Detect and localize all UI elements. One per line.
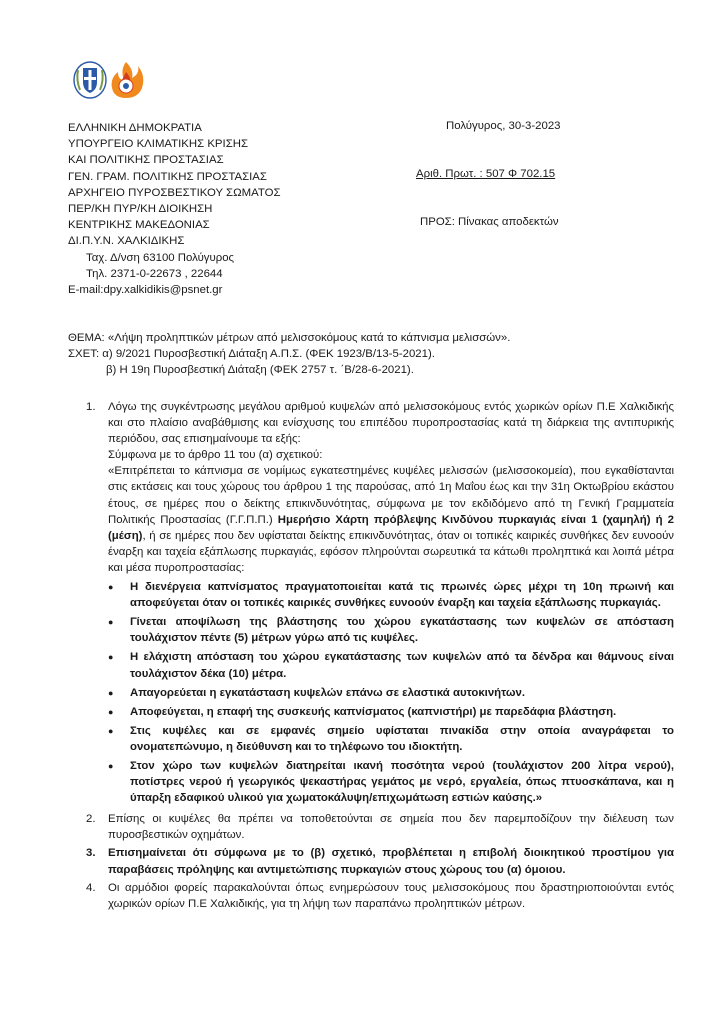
numbered-item-2: [86, 811, 674, 843]
bullet-dot-icon: ●: [108, 617, 114, 628]
reference-a: ΣΧΕΤ: α) 9/2021 Πυροσβεστική Διάταξη Α.Π.Σ. (ΦΕΚ 1923/Β/13-5-2021).: [68, 348, 435, 361]
measures-list: [108, 579, 674, 806]
recipients-line: ΠΡΟΣ: Πίνακας αποδεκτών: [420, 216, 559, 228]
sender-line: ΕΛΛΗΝΙΚΗ ΔΗΜΟΚΡΑΤΙΑ: [68, 122, 202, 134]
quote-start: «Επιτρέπεται το κάπνισμα σε νομίμως εγκατεστημένες κυψέλες μελισσών (μελισσοκομεία), που εγκαθίστανται στις εκτάσεις και τους χώρους του άρθρου 1 της παρούσας, από 1η Μαΐου έως και την 31η Οκτωβρίου εκάστου έτους, σε ημέρες που ο δείκτης επικινδυνότητας, σύμφωνα με τον εκδιδόμενο από τη Γενική Γραμματεία Πολιτικής Προστασίας (Γ.Γ.Π.Π.): [108, 465, 674, 526]
item-number: 1.: [86, 401, 96, 413]
bullet-dot-icon: ●: [108, 582, 114, 593]
quote-end: , ή σε ημέρες που δεν υφίσταται δείκτης επικινδυνότητας, όταν οι τοπικές καιρικές συνθήκες δεν ευνοούν έναρξη και ταχεία εξάπλωσης πυρκαγιάς, εφόσον πληρούνται σωρευτικά τα κάτωθι προληπτικά και λοιπά μέτρα και μέσα πυροπροστασίας:: [108, 529, 674, 574]
fire-service-emblem-icon: [112, 62, 144, 98]
sender-line: ΓΕΝ. ΓΡΑΜ. ΠΟΛΙΤΙΚΗΣ ΠΡΟΣΤΑΣΙΑΣ: [68, 170, 267, 183]
bullet-dot-icon: ●: [108, 687, 114, 698]
header-logos: [68, 58, 148, 102]
item-number: 2.: [86, 813, 96, 826]
reference-b: β) Η 19η Πυροσβεστική Διάταξη (ΦΕΚ 2757 τ. ΄Β/28-6-2021).: [106, 364, 414, 377]
sender-line: ΥΠΟΥΡΓΕΙΟ ΚΛΙΜΑΤΙΚΗΣ ΚΡΙΣΗΣ: [68, 138, 249, 151]
item-intro: Λόγω της συγκέντρωσης μεγάλου αριθμού κυψελών από μελισσοκόμους εντός χωρικών ορίων Π.Ε Χαλκιδικής και στο πλαίσιο αναβάθμισης και ενίσχυσης του επιπέδου πυροπροστασίας κατά τη διάρκεια της αντιπυρικής περιόδου, σας επισημαίνουμε τα εξής:: [108, 401, 674, 446]
sender-block: [68, 120, 281, 298]
sender-line: ΔΙ.Π.Υ.Ν. ΧΑΛΚΙΔΙΚΗΣ: [68, 235, 185, 248]
item-text: Επίσης οι κυψέλες θα πρέπει να τοποθετούνται σε σημεία που δεν παρεμποδίζουν την διέλευση των πυροσβεστικών οχημάτων.: [108, 813, 674, 842]
item-number: 4.: [86, 881, 96, 894]
bullet-dot-icon: ●: [108, 706, 114, 717]
item-text: Οι αρμόδιοι φορείς παρακαλούνται όπως ενημερώσουν τους μελισσοκόμους που δραστηριοποιούνται εντός χωρικών ορίων Π.Ε Χαλκιδικής, για τη λήψη των παραπάνω προληπτικών μέτρων.: [108, 881, 674, 910]
quote-bold: Ημερήσιο Χάρτη πρόβλεψης Κινδύνου πυρκαγιάς είναι 1 (χαμηλή) ή 2 (μέση): [108, 513, 674, 542]
protocol-number: Αριθ. Πρωτ. : 507 Φ 702.15: [416, 168, 556, 180]
subject-block: [68, 330, 510, 379]
bullet-dot-icon: ●: [108, 760, 114, 771]
address-line: Ταχ. Δ/νση 63100 Πολύγυρος: [86, 251, 235, 264]
email-line: E-mail:dpy.xalkidikis@psnet.gr: [68, 284, 223, 297]
list-item: ● Γίνεται αποψίλωση της βλάστησης του χώρου εγκατάστασης των κυψελών σε απόσταση τουλάχιστον πέντε (5) μέτρων γύρω από τις κυψέλες.: [108, 614, 674, 646]
list-item: ● Η διενέργεια καπνίσματος πραγματοποιείται κατά τις πρωινές ώρες μέχρι τη 10η πρωινή και αποφεύγεται όταν οι τοπικές καιρικές συνθήκες ευνοούν έναρξη και ταχεία εξάπλωσης πυρκαγιάς.: [108, 579, 674, 611]
phone-line: Τηλ. 2371-0-22673 , 22644: [86, 267, 223, 280]
greek-coat-of-arms-icon: [74, 62, 106, 98]
logos-svg: [68, 58, 148, 102]
numbered-item-1: [86, 399, 674, 809]
document-body: [86, 399, 674, 914]
list-item: ● Η ελάχιστη απόσταση του χώρου εγκατάστασης των κυψελών από τα δένδρα και θάμνους είναι τουλάχιστον δέκα (10) μέτρα.: [108, 649, 674, 681]
sender-line: ΠΕΡ/ΚΗ ΠΥΡ/ΚΗ ΔΙΟΙΚΗΣΗ: [68, 203, 213, 216]
item-according: Σύμφωνα με το άρθρο 11 του (α) σχετικού:: [108, 449, 323, 462]
list-item: ● Στον χώρο των κυψελών διατηρείται ικανή ποσότητα νερού (τουλάχιστον 200 λίτρα νερού), ποτίστρες νερού ή γεωργικός ψεκαστήρας γεμάτος με νερό, εργαλεία, όπως πτυοσκάπανα, και η ύπαρξη εδαφικού υλικού για χωματοκάλυψη/επιχωμάτωση εστιών καύσης.»: [108, 758, 674, 806]
numbered-item-3: [86, 845, 674, 877]
bullet-dot-icon: ●: [108, 725, 114, 736]
subject-line: ΘΕΜΑ: «Λήψη προληπτικών μέτρων από μελισσοκόμους κατά το κάπνισμα μελισσών».: [68, 332, 511, 344]
item-text: Επισημαίνεται ότι σύμφωνα με το (β) σχετικό, προβλέπεται η επιβολή διοικητικού προστίμου για παραβάσεις πρόληψης και αντιμετώπισης πυρκαγιών στους χώρους του (α) όμοιου.: [108, 847, 674, 876]
list-item: ● Στις κυψέλες και σε εμφανές σημείο υφίσταται πινακίδα στην οποία αναγράφεται το ονοματεπώνυμο, η διεύθυνση και το τηλέφωνο του ιδιοκτήτη.: [108, 723, 674, 755]
sender-line: ΚΑΙ ΠΟΛΙΤΙΚΗΣ ΠΡΟΣΤΑΣΙΑΣ: [68, 154, 224, 167]
list-item: ● Απαγορεύεται η εγκατάσταση κυψελών επάνω σε ελαστικά αυτοκινήτων.: [108, 685, 674, 701]
sender-line: ΑΡΧΗΓΕΙΟ ΠΥΡΟΣΒΕΣΤΙΚΟΥ ΣΩΜΑΤΟΣ: [68, 186, 281, 199]
item-number: 3.: [86, 847, 96, 860]
item-quote: [108, 463, 674, 576]
sender-line: ΚΕΝΤΡΙΚΗΣ ΜΑΚΕΔΟΝΙΑΣ: [68, 219, 210, 232]
bullet-dot-icon: ●: [108, 652, 114, 663]
numbered-item-4: [86, 880, 674, 912]
document-date: Πολύγυρος, 30-3-2023: [446, 120, 561, 132]
list-item: ● Αποφεύγεται, η επαφή της συσκευής καπνίσματος (καπνιστήρι) με παρεδάφια βλάστηση.: [108, 704, 674, 720]
